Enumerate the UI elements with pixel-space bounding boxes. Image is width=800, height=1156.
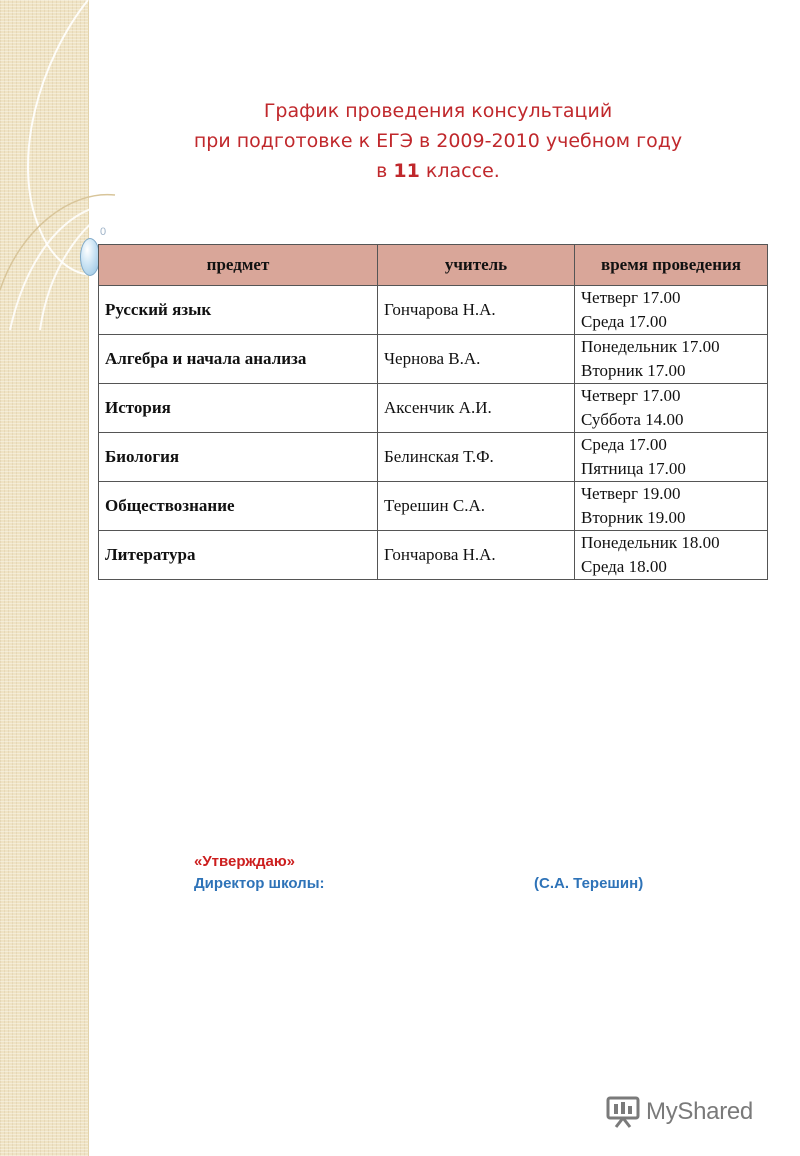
subject-cell: Биология [99, 433, 378, 482]
table-row [99, 433, 768, 482]
subject-cell: Обществознание [99, 482, 378, 531]
time-slot: Суббота 14.00 [581, 410, 684, 429]
header-subject: предмет [99, 245, 378, 286]
time-cell [575, 531, 768, 580]
slide-marker: 0 [100, 226, 107, 238]
myshared-logo [606, 1092, 753, 1132]
time-cell [575, 433, 768, 482]
title-line-3: в 11 классе. [376, 160, 500, 182]
logo-text: MyShared [646, 1098, 753, 1125]
title-line-1: График проведения консультаций [263, 100, 613, 122]
time-slot: Четверг 17.00 [581, 386, 681, 405]
title-line-2: при подготовке к ЕГЭ в 2009-2010 учебном году [193, 130, 683, 152]
time-cell [575, 286, 768, 335]
time-cell [575, 335, 768, 384]
table-row [99, 335, 768, 384]
time-slot: Понедельник 17.00 [581, 337, 720, 356]
time-slot: Пятница 17.00 [581, 459, 686, 478]
presentation-board-icon [606, 1095, 640, 1129]
time-slot: Среда 18.00 [581, 557, 667, 576]
subject-cell: История [99, 384, 378, 433]
time-slot: Понедельник 18.00 [581, 533, 720, 552]
consultation-schedule-table [98, 244, 768, 580]
teacher-cell: Гончарова Н.А. [378, 286, 575, 335]
table-header-row [99, 245, 768, 286]
teacher-cell: Гончарова Н.А. [378, 531, 575, 580]
page-title [120, 96, 756, 186]
teacher-cell: Чернова В.А. [378, 335, 575, 384]
time-slot: Среда 17.00 [581, 312, 667, 331]
approval-stamp-text: «Утверждаю» [194, 853, 296, 870]
subject-cell: Алгебра и начала анализа [99, 335, 378, 384]
subject-cell: Литература [99, 531, 378, 580]
table-row [99, 482, 768, 531]
table-row [99, 286, 768, 335]
subject-cell: Русский язык [99, 286, 378, 335]
time-slot: Четверг 17.00 [581, 288, 681, 307]
time-slot: Четверг 19.00 [581, 484, 681, 503]
director-signature-name: (С.А. Терешин) [534, 875, 644, 892]
teacher-cell: Терешин С.А. [378, 482, 575, 531]
director-label: Директор школы: [194, 875, 325, 892]
time-cell [575, 482, 768, 531]
time-cell [575, 384, 768, 433]
teacher-cell: Аксенчик А.И. [378, 384, 575, 433]
header-teacher: учитель [378, 245, 575, 286]
header-time: время проведения [575, 245, 768, 286]
bubble-ornament [80, 238, 100, 276]
time-slot: Вторник 19.00 [581, 508, 686, 527]
time-slot: Вторник 17.00 [581, 361, 686, 380]
table-row [99, 531, 768, 580]
time-slot: Среда 17.00 [581, 435, 667, 454]
table-row [99, 384, 768, 433]
teacher-cell: Белинская Т.Ф. [378, 433, 575, 482]
